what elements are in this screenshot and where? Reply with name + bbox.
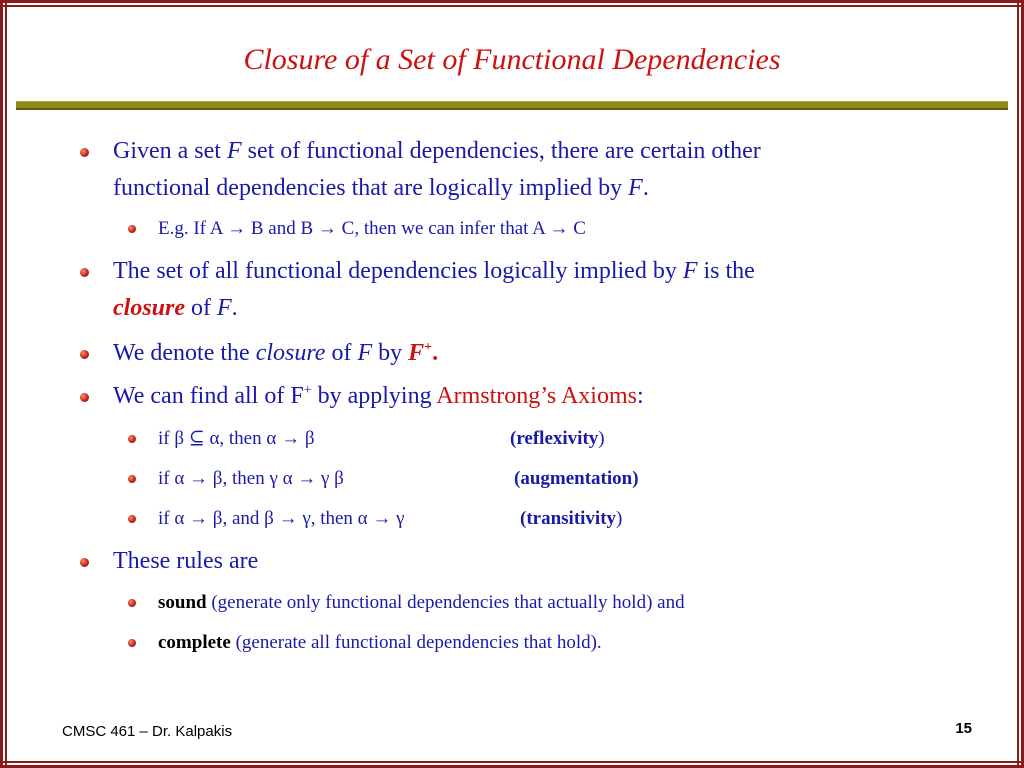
axiom-name: transitivity [526,508,617,529]
axiom-name: reflexivity [516,428,599,449]
text: The set of all functional dependencies logically implied by [113,258,683,284]
property-complete [158,630,918,656]
bullet-icon [80,558,89,567]
bullet-denote-closure [113,335,903,372]
bullet-icon [80,268,89,277]
axiom-reflexivity: if β ⊆ α, then α → β (reflexivity) [158,426,918,452]
axiom-rule: if α → β, then γ α → γ β [158,468,344,489]
text: We can find all of F [113,383,304,409]
text-italic: F [628,175,643,201]
bullet-icon [128,475,136,483]
bullet-icon [80,350,89,359]
text: . [231,295,238,321]
text: by applying [311,383,437,409]
property-term: complete [158,632,231,653]
text: of [185,295,217,321]
page-number: 15 [955,720,972,737]
bullet-icon [80,393,89,402]
text: functional dependencies that are logically implied by [113,175,629,201]
text: : [636,383,644,409]
text: is the [697,258,755,284]
sub-bullet-example [158,216,918,242]
bullet-icon [128,639,136,647]
bullet-icon [128,225,136,233]
bullet-armstrong [113,378,903,415]
text: . [432,340,439,366]
bullet-icon [128,599,136,607]
frame-top-inner [0,5,1024,7]
text-italic: F [217,295,232,321]
plus-superscript: + [303,383,312,398]
bullet-closure-definition [113,253,903,327]
property-sound [158,590,918,616]
axiom-rule: if β ⊆ α, then α → β [158,428,315,449]
text: . [642,175,649,201]
frame-bottom-inner [0,761,1024,763]
text: by [372,340,409,366]
frame-top-outer [0,0,1024,3]
axiom-rule: if α → β, and β → γ, then α → γ [158,508,405,529]
bullet-icon [128,515,136,523]
text: of [325,340,358,366]
axiom-transitivity: if α → β, and β → γ, then α → γ (transitivity) [158,506,918,532]
axiom-augmentation: if α → β, then γ α → γ β (augmentation) [158,466,918,492]
text: We denote the [113,340,256,366]
example-text: E.g. If A → B and B → C, then we can infer that A → C [158,218,586,239]
bullet-given-set [113,133,903,207]
frame-right-inner [1017,0,1019,768]
text-italic: closure [255,340,326,366]
f-plus: F [408,340,425,366]
plus-superscript: + [424,340,433,355]
property-term: sound [158,592,207,613]
text: set of functional dependencies, there are certain other [241,138,761,164]
title-divider [16,101,1008,110]
text-italic: F [357,340,373,366]
property-desc: (generate all functional dependencies that hold). [230,632,602,653]
axiom-name: augmentation [520,468,633,489]
text-italic: F [226,138,242,164]
slide-title: Closure of a Set of Functional Dependencies [243,43,781,76]
property-desc: (generate only functional dependencies that actually hold) and [206,592,685,613]
bullet-icon [128,435,136,443]
armstrong-axioms: Armstrong’s Axioms [436,383,637,409]
frame-left-inner [5,0,7,768]
text: These rules are [113,548,259,574]
text-italic: F [682,258,698,284]
footer-course: CMSC 461 – Dr. Kalpakis [62,723,233,740]
frame-left-outer [0,0,3,768]
bullet-rules-are [113,543,903,580]
bullet-icon [80,148,89,157]
text: Given a set [113,138,227,164]
term-closure: closure [113,295,185,321]
